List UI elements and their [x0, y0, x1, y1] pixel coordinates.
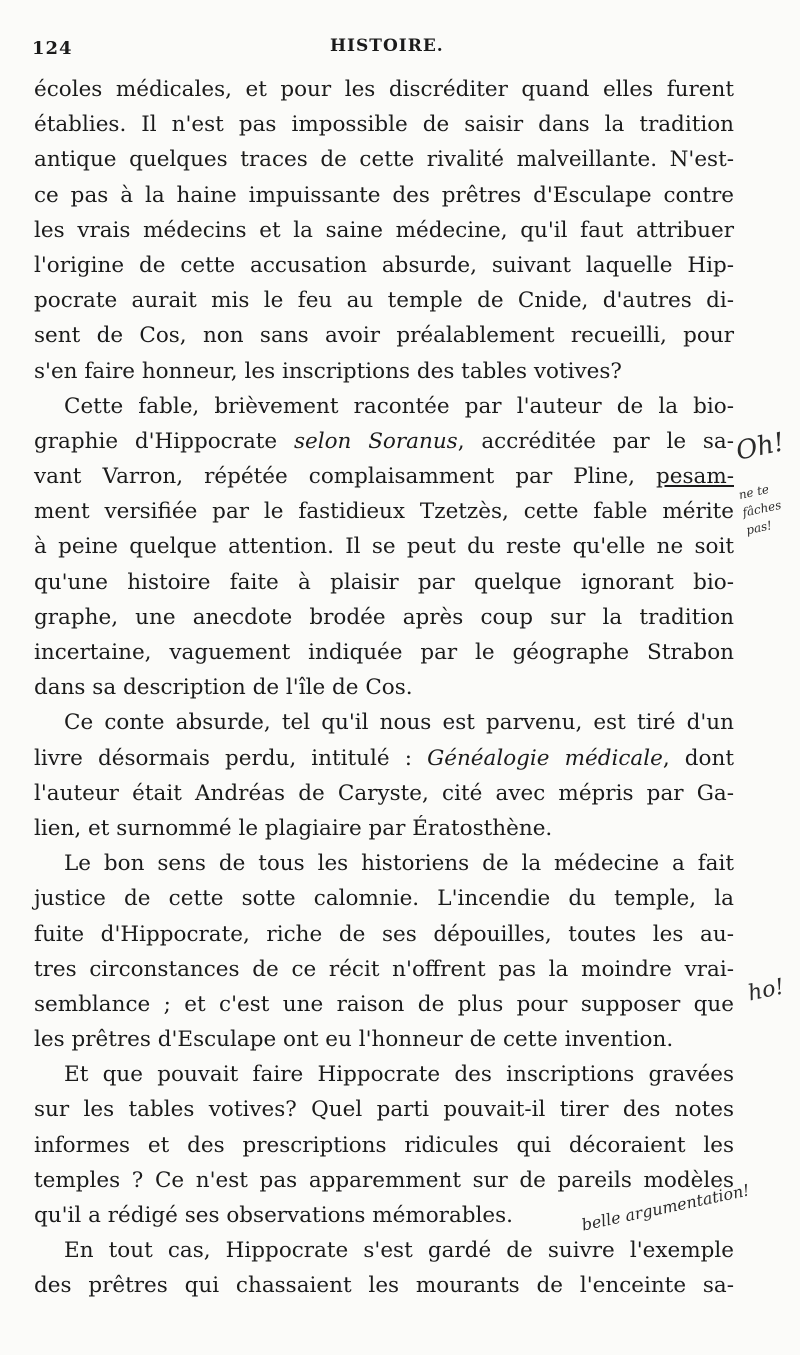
text-line: ce pas à la haine impuissante des prêtres d'Esculape contre	[34, 182, 734, 208]
text-line: fuite d'Hippocrate, riche de ses dépouilles, toutes les au-	[34, 921, 734, 947]
text-segment: graphie d'Hippocrate	[34, 428, 294, 454]
text-line: pocrate aurait mis le feu au temple de Cnide, d'autres di-	[34, 288, 734, 314]
text-line: les vrais médecins et la saine médecine, qu'il faut attribuer	[34, 217, 734, 243]
text-line: En tout cas, Hippocrate s'est gardé de suivre l'exemple	[64, 1238, 734, 1264]
handwritten-annotation: Oh!	[733, 427, 788, 467]
text-line: Et que pouvait faire Hippocrate des inscriptions gravées	[64, 1062, 734, 1088]
text-line: établies. Il n'est pas impossible de saisir dans la tradition	[34, 112, 734, 138]
text-line: l'auteur était Andréas de Caryste, cité avec mépris par Ga-	[34, 780, 734, 806]
text-line: graphe, une anecdote brodée après coup sur la tradition	[34, 604, 734, 630]
text-line: antique quelques traces de cette rivalité malveillante. N'est-	[34, 147, 734, 173]
text-line: ment versifiée par le fastidieux Tzetzès, cette fable mérite	[34, 499, 734, 525]
text-line: semblance ; et c'est une raison de plus pour supposer que	[34, 991, 734, 1017]
text-line	[34, 741, 734, 776]
text-line: Ce conte absurde, tel qu'il nous est parvenu, est tiré d'un	[64, 710, 734, 736]
text-line: incertaine, vaguement indiquée par le géographe Strabon	[34, 640, 734, 665]
running-head: HISTOIRE.	[330, 36, 444, 56]
text-line: Cette fable, brièvement racontée par l'auteur de la bio-	[64, 393, 734, 419]
handwritten-annotation: ne te fâches pas!	[737, 482, 783, 538]
italic-title: selon Soranus	[293, 428, 458, 454]
text-line: l'origine de cette accusation absurde, suivant laquelle Hip-	[34, 252, 734, 278]
text-line: tres circonstances de ce récit n'offrent pas la moindre vrai-	[34, 956, 734, 982]
text-segment: , accréditée par le sa-	[457, 428, 734, 454]
handwritten-annotation: ho!	[745, 974, 787, 1007]
text-line: les prêtres d'Esculape ont eu l'honneur de cette invention.	[34, 1027, 674, 1053]
text-line: qu'il a rédigé ses observations mémorables.	[34, 1203, 513, 1228]
underlined-word: pesam-	[656, 464, 734, 490]
text-line: temples ? Ce n'est pas apparemment sur de pareils modèles	[34, 1167, 734, 1193]
text-line: lien, et surnommé le plagiaire par Ératosthène.	[34, 815, 553, 841]
text-line: des prêtres qui chassaient les mourants de l'enceinte sa-	[34, 1273, 734, 1299]
text-line: écoles médicales, et pour les discréditer quand elles furent	[34, 77, 734, 102]
text-line: s'en faire honneur, les inscriptions des tables votives?	[34, 358, 622, 384]
text-line	[34, 459, 734, 494]
text-line: à peine quelque attention. Il se peut du reste qu'elle ne soit	[34, 534, 734, 560]
text-line: informes et des prescriptions ridicules qui décoraient les	[34, 1132, 734, 1158]
body-text	[34, 72, 734, 1304]
text-line: sent de Cos, non sans avoir préalablement recueilli, pour	[34, 323, 734, 349]
text-line: Le bon sens de tous les historiens de la médecine a fait	[64, 851, 734, 877]
text-segment: vant Varron, répétée complaisamment par Pline,	[34, 464, 656, 490]
text-line	[34, 424, 734, 459]
text-line: justice de cette sotte calomnie. L'incendie du temple, la	[34, 886, 734, 912]
italic-title: Généalogie médicale	[427, 745, 663, 771]
page-number: 124	[32, 38, 73, 59]
handwritten-annotation: belle argumentation!	[579, 1180, 752, 1235]
text-line: qu'une histoire faite à plaisir par quelque ignorant bio-	[34, 569, 734, 595]
text-segment: , dont	[662, 745, 734, 771]
text-line: sur les tables votives? Quel parti pouvait-il tirer des notes	[34, 1097, 734, 1123]
text-segment: livre désormais perdu, intitulé :	[34, 745, 428, 771]
text-line: dans sa description de l'île de Cos.	[34, 675, 413, 701]
